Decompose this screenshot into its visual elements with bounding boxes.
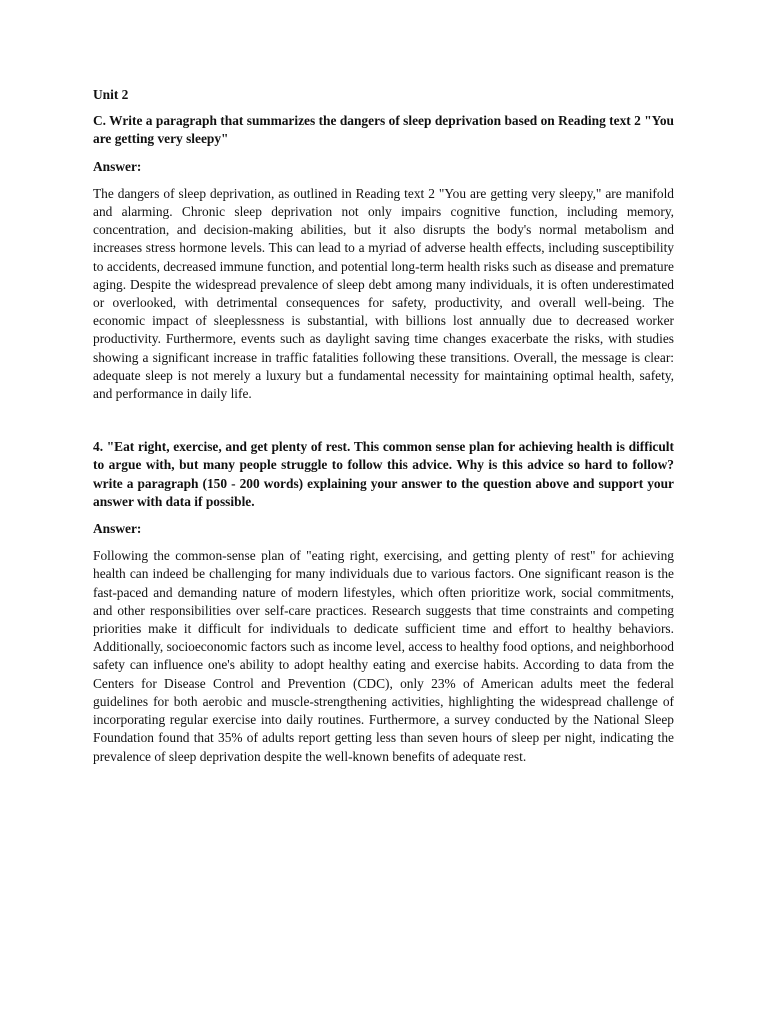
answer-paragraph-c: The dangers of sleep deprivation, as outlined in Reading text 2 "You are getting very sleepy," are manifold and alarming. Chronic sleep deprivation not only impairs cognitive function, including memory, concentration, and decision-making abilities, but it also disrupts the body's normal metabolism and increases stress hormone levels. This can lead to a myriad of adverse health effects, including susceptibility to accidents, decreased immune function, and potential long-term health risks such as disease and premature aging. Despite the widespread prevalence of sleep debt among many individuals, it is often underestimated or overlooked, with detrimental consequences for safety, productivity, and overall well-being. The economic impact of sleeplessness is substantial, with billions lost annually due to decreased worker productivity. Furthermore, events such as daylight saving time changes exacerbate the risks, with studies showing a significant increase in traffic fatalities following these transitions. Overall, the message is clear: adequate sleep is not merely a luxury but a fundamental necessity for maintaining optimal health, safety, and performance in daily life.	[93, 185, 674, 402]
answer-label-c: Answer:	[93, 158, 142, 174]
question-c: C. Write a paragraph that summarizes the dangers of sleep deprivation based on Reading text 2 "You are getting very sleepy"	[93, 113, 674, 147]
question-4: 4. "Eat right, exercise, and get plenty of rest. This common sense plan for achieving health is difficult to argue with, but many people struggle to follow this advice. Why is this advice so hard to follow? write a paragraph (150 - 200 words) explaining your answer to the question above and support your answer with data if possible.	[93, 439, 674, 509]
document-page	[93, 86, 674, 766]
answer-paragraph-4: Following the common-sense plan of "eating right, exercising, and getting plenty of rest" for achieving health can indeed be challenging for many individuals due to various factors. One significant reason is the fast-paced and demanding nature of modern lifestyles, which often prioritize work, social commitments, and other responsibilities over self-care practices. Research suggests that time constraints and competing priorities make it difficult for individuals to dedicate sufficient time and effort to healthy behaviors. Additionally, socioeconomic factors such as income level, access to healthy food options, and neighborhood safety can influence one's ability to adopt healthy eating and exercise habits. According to data from the Centers for Disease Control and Prevention (CDC), only 23% of American adults meet the federal guidelines for both aerobic and muscle-strengthening activities, highlighting the widespread challenge of incorporating regular exercise into daily routines. Furthermore, a survey conducted by the National Sleep Foundation found that 35% of adults report getting less than seven hours of sleep per night, indicating the prevalence of sleep deprivation despite the well-known benefits of adequate rest.	[93, 548, 674, 764]
answer-label-4: Answer:	[93, 521, 142, 537]
section-spacer	[93, 403, 674, 438]
unit-heading: Unit 2	[93, 87, 129, 102]
